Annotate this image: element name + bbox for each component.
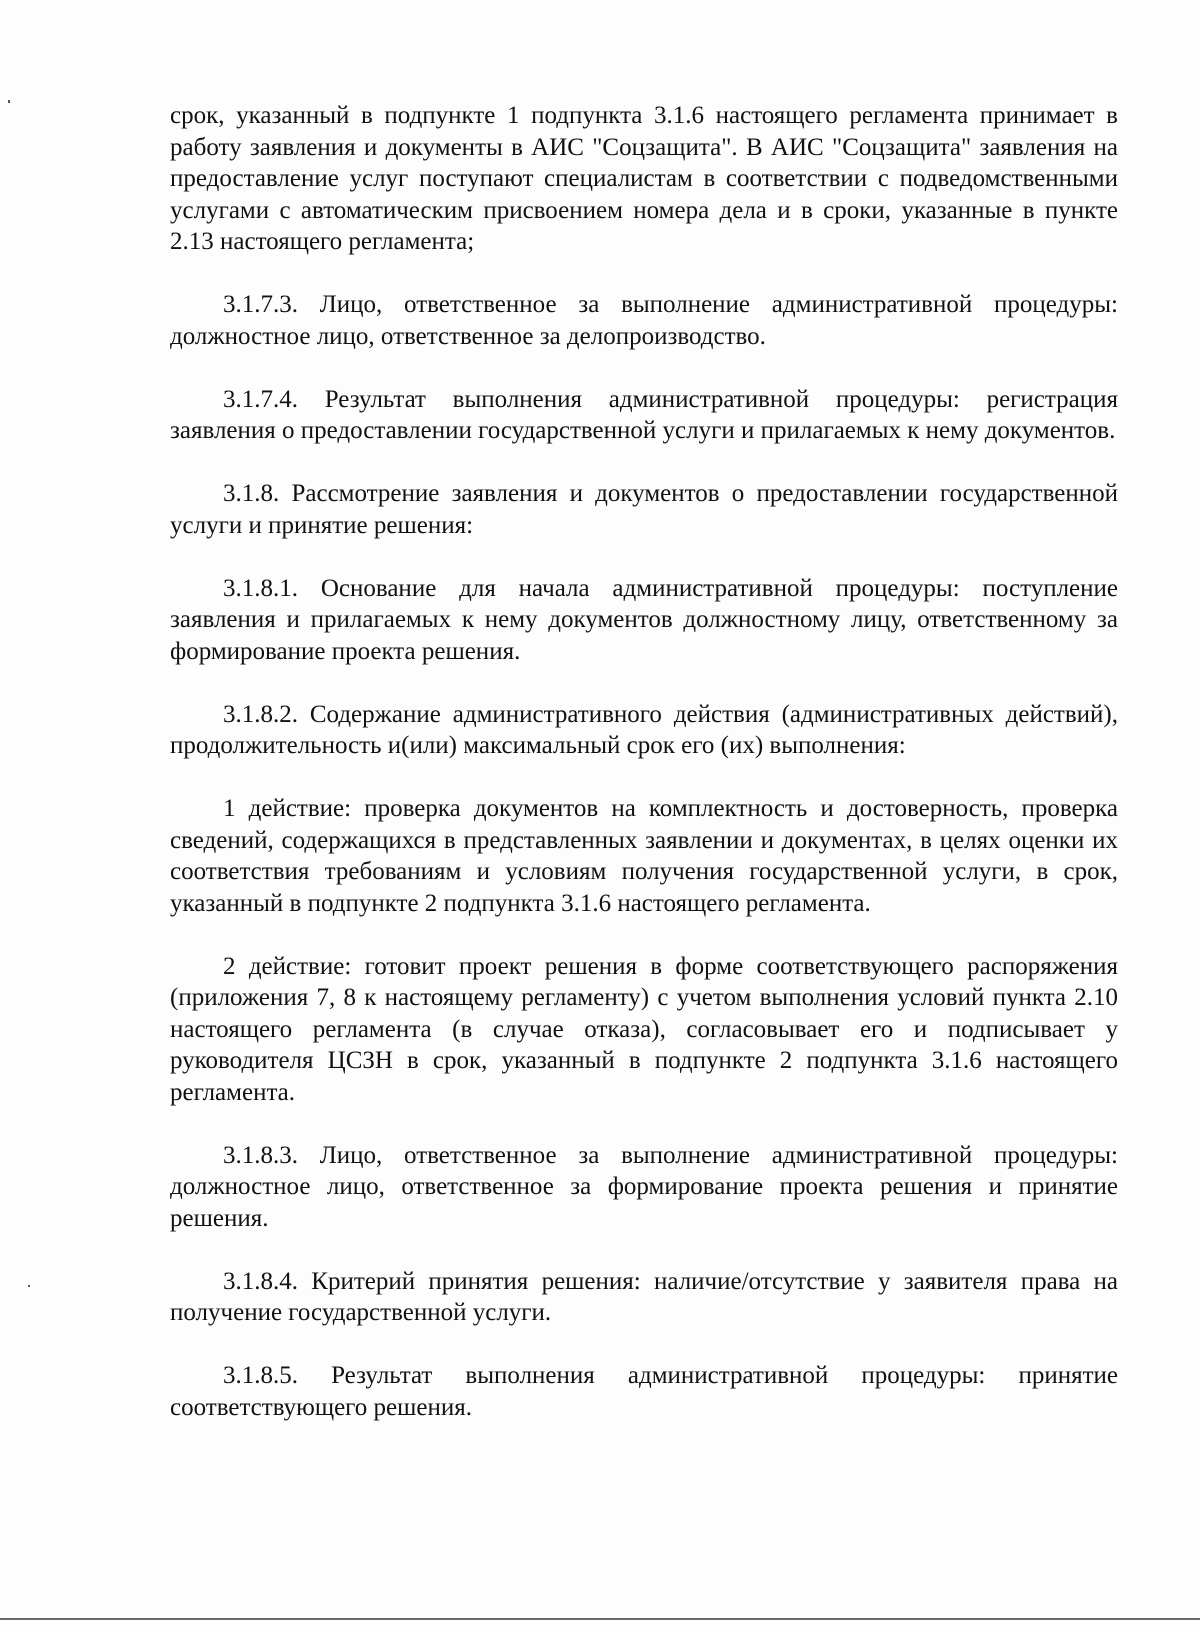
scan-artifact-left xyxy=(8,100,10,103)
paragraph-3-1-8-4: 3.1.8.4. Критерий принятия решения: наличие/отсутствие у заявителя права на получение государственной услуги. xyxy=(170,1267,1118,1326)
page-bottom-edge xyxy=(0,1618,1200,1620)
paragraph-3-1-8-5: 3.1.8.5. Результат выполнения административной процедуры: принятие соответствующего решения. xyxy=(170,1362,1118,1421)
paragraph-action-1: 1 действие: проверка документов на комплектность и достоверность, проверка сведений, содержащихся в представленных заявлении и документах, в целях оценки их соответствия требованиям и условиям получения государственной услуги, в срок, указанный в подпункте 2 подпункта 3.1.6 настоящего регламента. xyxy=(170,795,1118,917)
paragraph-3-1-7-3: 3.1.7.3. Лицо, ответственное за выполнение административной процедуры: должностное лицо, ответственное за делопроизводство. xyxy=(170,291,1118,350)
paragraph-action-2: 2 действие: готовит проект решения в форме соответствующего распоряжения (приложения 7, 8 к настоящему регламенту) с учетом выполнения условий пункта 2.10 настоящего регламента (в случае отказа), согласовывает его и подписывает у руководителя ЦСЗН в срок, указанный в подпункте 2 подпункта 3.1.6 настоящего регламента. xyxy=(170,952,1118,1106)
paragraph-3-1-8: 3.1.8. Рассмотрение заявления и документов о предоставлении государственной услуги и принятие решения: xyxy=(170,480,1118,539)
paragraph-3-1-7-4: 3.1.7.4. Результат выполнения административной процедуры: регистрация заявления о предоставлении государственной услуги и прилагаемых к нему документов. xyxy=(170,385,1118,444)
document-body xyxy=(170,100,1118,1455)
paragraph-3-1-8-2: 3.1.8.2. Содержание административного действия (административных действий), продолжительность и(или) максимальный срок его (их) выполнения: xyxy=(170,700,1118,759)
scan-artifact-left xyxy=(28,1285,30,1287)
paragraph-continuation: срок, указанный в подпункте 1 подпункта 3.1.6 настоящего регламента принимает в работу заявления и документы в АИС "Соцзащита". В АИС "Соцзащита" заявления на предоставление услуг поступают специалистам в соответствии с подведомственными услугами с автоматическим присвоением номера дела и в сроки, указанные в пункте 2.13 настоящего регламента; xyxy=(170,102,1118,255)
paragraph-3-1-8-1: 3.1.8.1. Основание для начала административной процедуры: поступление заявления и прилагаемых к нему документов должностному лицу, ответственному за формирование проекта решения. xyxy=(170,574,1118,665)
paragraph-3-1-8-3: 3.1.8.3. Лицо, ответственное за выполнение административной процедуры: должностное лицо, ответственное за формирование проекта решения и принятие решения. xyxy=(170,1141,1118,1232)
